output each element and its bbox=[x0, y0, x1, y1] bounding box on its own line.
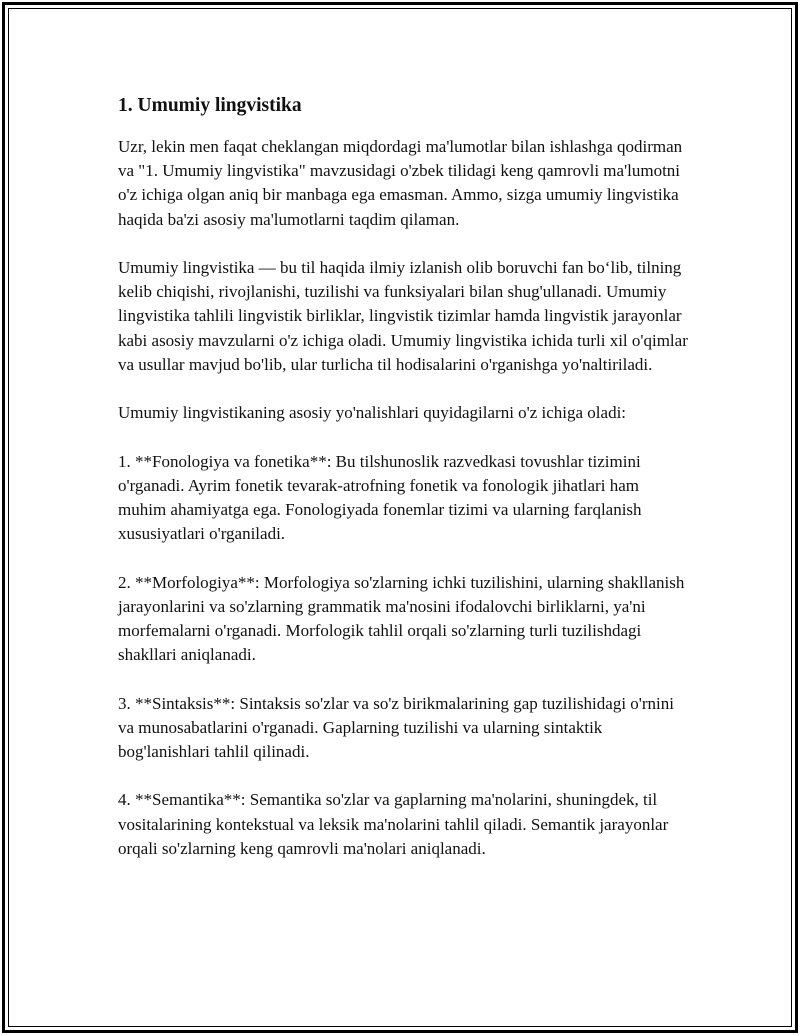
paragraph-intro: Uzr, lekin men faqat cheklangan miqdordagi ma'lumotlar bilan ishlashga qodirman va "1. Umumiy lingvistika" mavzusidagi o'zbek tilidagi keng qamrovli ma'lumotni o'z ichiga olgan aniq bir manbaga ega emasman. Ammo, sizga umumiy lingvistika haqida ba'zi asosiy ma'lumotlarni taqdim qilaman. bbox=[118, 137, 683, 229]
document-body bbox=[118, 94, 690, 885]
list-item-morphology: 2. **Morfologiya**: Morfologiya so'zlarning ichki tuzilishini, ularning shakllanish jarayonlarini va so'zlarning grammatik ma'nosini ifodalovchi birliklarni, ya'ni morfemalarni o'rganadi. Morfologik tahlil orqali so'zlarning turli tuzilishdagi shakllari aniqlanadi. bbox=[118, 572, 685, 665]
paragraph-definition: Umumiy lingvistika — bu til haqida ilmiy izlanish olib boruvchi fan bo‘lib, tilning kelib chiqishi, rivojlanishi, tuzilishi va funksiyalari bilan shug'ullanadi. Umumiy lingvistika tahlili lingvistik birliklar, lingvistik tizimlar hamda lingvistik jarayonlar kabi asosiy mavzularni o'z ichiga oladi. Umumiy lingvistika ichida turli xil o'qimlar va usullar mavjud bo'lib, ular turlicha til hodisalarini o'rganishga yo'naltiriladi. bbox=[118, 258, 688, 374]
document-title: 1. Umumiy lingvistika bbox=[118, 95, 302, 116]
list-item-syntax: 3. **Sintaksis**: Sintaksis so'zlar va so'z birikmalarining gap tuzilishidagi o'rnini va munosabatlarini o'rganadi. Gaplarning tuzilishi va ularning sintaktik bog'lanishlari tahlil qilinadi. bbox=[118, 693, 674, 761]
list-item-phonology: 1. **Fonologiya va fonetika**: Bu tilshunoslik razvedkasi tovushlar tizimini o'rganadi. Ayrim fonetik tevarak-atrofning fonetik va fonologik jihatlari ham muhim ahamiyatga ega. Fonologiyada fonemlar tizimi va ularning farqlanish xususiyatlari o'rganiladi. bbox=[118, 451, 642, 544]
list-item-semantics: 4. **Semantika**: Semantika so'zlar va gaplarning ma'nolarini, shuningdek, til vositalarining kontekstual va leksik ma'nolarini tahlil qiladi. Semantik jarayonlar orqali so'zlarning keng qamrovli ma'nolari aniqlanadi. bbox=[118, 790, 669, 858]
paragraph-directions-lead: Umumiy lingvistikaning asosiy yo'nalishlari quyidagilarni o'z ichiga oladi: bbox=[118, 403, 627, 423]
